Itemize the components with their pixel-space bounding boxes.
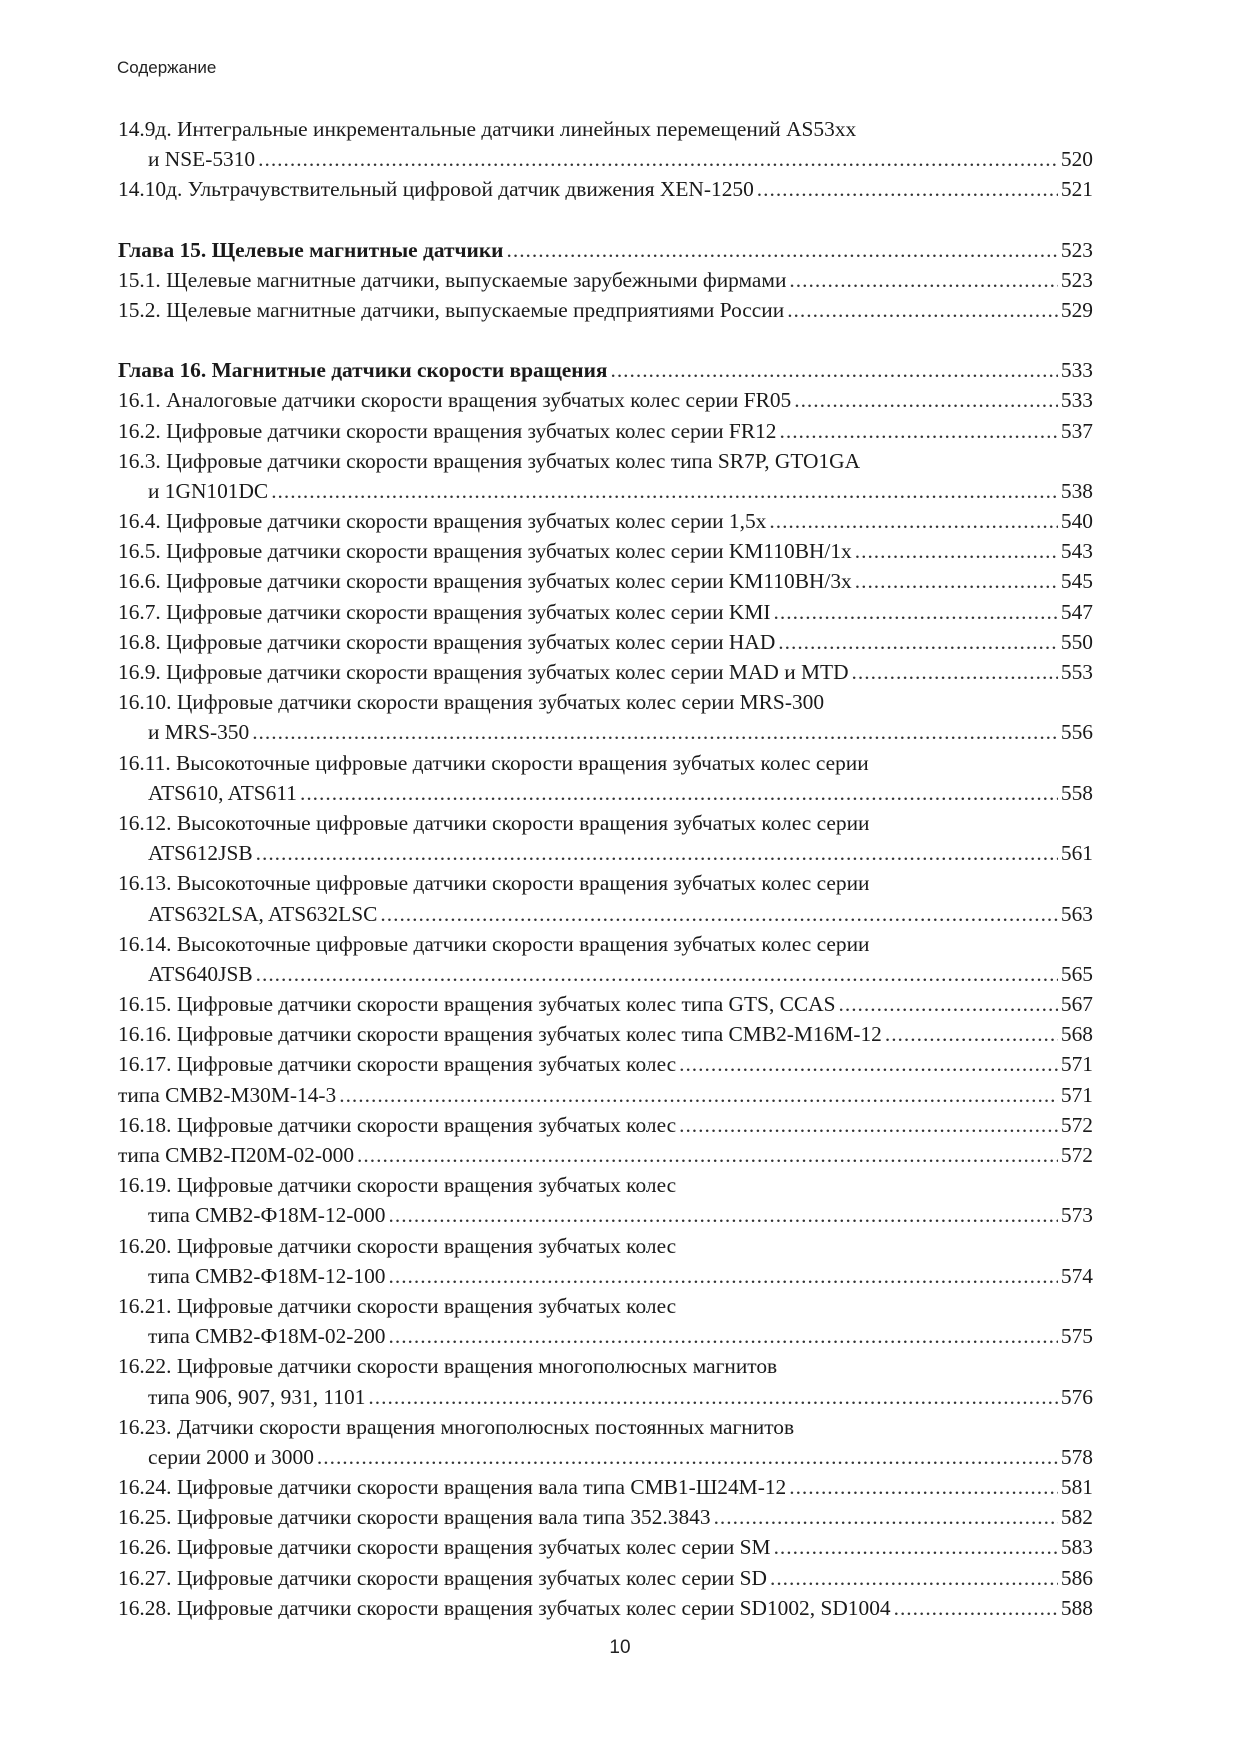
toc-entry[interactable]: [118, 1110, 1093, 1140]
dot-leader: [317, 1442, 1058, 1472]
toc-entry-line: [118, 1261, 1093, 1291]
page-folio: 10: [609, 1637, 631, 1658]
toc-entry-text: 16.4. Цифровые датчики скорости вращения зубчатых колес серии 1,5x: [118, 509, 767, 534]
page-number: 572: [1060, 1112, 1093, 1137]
toc-entry-text: 16.28. Цифровые датчики скорости вращения зубчатых колес серии SD1002, SD1004: [118, 1595, 891, 1620]
page-number: 533: [1060, 388, 1093, 413]
dot-leader: [610, 355, 1057, 385]
running-head: Содержание: [117, 58, 217, 77]
toc-entry[interactable]: [118, 1593, 1093, 1623]
page-number: 521: [1060, 177, 1093, 202]
toc-entry[interactable]: [118, 748, 1093, 808]
page-number: 540: [1060, 509, 1093, 534]
page-number: 523: [1060, 237, 1093, 262]
toc-entry-title-line: 16.12. Высокоточные цифровые датчики скорости вращения зубчатых колес серии: [118, 810, 870, 835]
toc-entry-title-line: 16.10. Цифровые датчики скорости вращения зубчатых колес серии MRS-300: [118, 690, 825, 715]
page-number: 529: [1060, 297, 1093, 322]
page-number: 568: [1060, 1022, 1093, 1047]
page-number: 581: [1060, 1475, 1093, 1500]
dot-leader: [271, 476, 1058, 506]
page-number: 523: [1060, 267, 1093, 292]
toc-entry-line: [118, 1321, 1093, 1351]
toc-entry[interactable]: [118, 627, 1093, 657]
toc-entry[interactable]: [118, 1080, 1093, 1110]
toc-entry[interactable]: [118, 868, 1093, 928]
toc-entry-title-line: 16.20. Цифровые датчики скорости вращения зубчатых колес: [118, 1233, 677, 1258]
toc-entry-text: 16.2. Цифровые датчики скорости вращения зубчатых колес серии FR12: [118, 418, 777, 443]
dot-leader: [769, 506, 1058, 536]
page-number: 583: [1060, 1535, 1093, 1560]
toc-entry[interactable]: [118, 1563, 1093, 1593]
toc-entry-text: и NSE-5310: [148, 147, 256, 172]
section-gap: [118, 205, 1093, 235]
page-number: 571: [1060, 1052, 1093, 1077]
toc-entry-text: 16.1. Аналоговые датчики скорости вращения зубчатых колес серии FR05: [118, 388, 792, 413]
toc-entry-text: 16.8. Цифровые датчики скорости вращения зубчатых колес серии HAD: [118, 629, 776, 654]
toc-entry[interactable]: [118, 566, 1093, 596]
toc-entry-text: типа СМВ2-М30М-14-3: [118, 1082, 337, 1107]
toc-entry-title-line: 16.23. Датчики скорости вращения многополюсных постоянных магнитов: [118, 1414, 795, 1439]
toc-entry[interactable]: [118, 1351, 1093, 1411]
table-of-contents: [118, 114, 1093, 1623]
page-number: 556: [1060, 720, 1093, 745]
chapter-title: Глава 16. Магнитные датчики скорости вращения: [118, 358, 608, 383]
page-number: 558: [1060, 780, 1093, 805]
toc-entry-text: 16.9. Цифровые датчики скорости вращения зубчатых колес серии MAD и MTD: [118, 660, 849, 684]
dot-leader: [794, 385, 1058, 415]
dot-leader: [894, 1593, 1058, 1623]
toc-entry-title-line: 14.9д. Интегральные инкрементальные датчики линейных перемещений AS53xx: [118, 117, 857, 141]
dot-leader: [852, 657, 1058, 687]
dot-leader: [679, 1110, 1058, 1140]
toc-entry-line: [118, 717, 1093, 747]
toc-entry-title-line: 16.14. Высокоточные цифровые датчики скорости вращения зубчатых колес серии: [118, 931, 870, 956]
dot-leader: [780, 416, 1058, 446]
toc-entry-line: [118, 476, 1093, 506]
page-number: 572: [1060, 1143, 1093, 1167]
toc-entry[interactable]: [118, 295, 1093, 325]
toc-entry-text: 16.7. Цифровые датчики скорости вращения зубчатых колес серии KMI: [118, 599, 771, 624]
toc-entry-text: и 1GN101DC: [148, 478, 269, 503]
dot-leader: [252, 717, 1058, 747]
page-number: 547: [1060, 599, 1093, 624]
toc-entry-text: и MRS-350: [148, 720, 250, 745]
toc-entry[interactable]: [118, 385, 1093, 415]
toc-entry-line: [118, 778, 1093, 808]
dot-leader: [300, 778, 1058, 808]
toc-entry[interactable]: [118, 536, 1093, 566]
toc-entry-text: 14.10д. Ультрачувствительный цифровой датчик движения XEN-1250: [118, 177, 754, 202]
dot-leader: [389, 1321, 1058, 1351]
toc-entry[interactable]: [118, 1140, 1093, 1170]
dot-leader: [774, 597, 1058, 627]
dot-leader: [258, 144, 1058, 174]
page-number: 586: [1060, 1565, 1093, 1590]
toc-entry-text: ATS632LSA, ATS632LSC: [148, 901, 378, 926]
toc-entry-text: 16.25. Цифровые датчики скорости вращения вала типа 352.3843: [118, 1505, 711, 1530]
toc-entry-text: типа 906, 907, 931, 1101: [148, 1384, 366, 1409]
toc-entry-title-line: 16.11. Высокоточные цифровые датчики скорости вращения зубчатых колес серии: [118, 750, 869, 775]
dot-leader: [885, 1019, 1058, 1049]
dot-leader: [507, 235, 1058, 265]
dot-leader: [256, 838, 1058, 868]
page-number: 533: [1060, 358, 1093, 383]
dot-leader: [368, 1382, 1057, 1412]
toc-entry-line: [118, 899, 1093, 929]
toc-entry-title-line: 16.21. Цифровые датчики скорости вращения зубчатых колес: [118, 1293, 677, 1318]
toc-entry-text: 16.5. Цифровые датчики скорости вращения зубчатых колес серии KM110BH/1x: [118, 539, 852, 564]
dot-leader: [774, 1532, 1058, 1562]
toc-entry[interactable]: [118, 174, 1093, 204]
section-gap: [118, 325, 1093, 355]
page-number: 567: [1060, 992, 1093, 1017]
toc-entry[interactable]: [118, 1472, 1093, 1502]
toc-entry-text: 16.26. Цифровые датчики скорости вращения зубчатых колес серии SM: [118, 1535, 771, 1560]
chapter-heading[interactable]: [118, 235, 1093, 265]
page-number: 520: [1060, 147, 1093, 172]
dot-leader: [714, 1502, 1058, 1532]
page-number: 573: [1060, 1203, 1093, 1228]
toc-entry-text: 16.27. Цифровые датчики скорости вращения зубчатых колес серии SD: [118, 1565, 767, 1590]
dot-leader: [855, 566, 1058, 596]
toc-entry[interactable]: [118, 265, 1093, 295]
toc-entry[interactable]: [118, 1019, 1093, 1049]
page-number: 553: [1060, 660, 1093, 684]
toc-entry-text: 16.6. Цифровые датчики скорости вращения зубчатых колес серии KM110BH/3x: [118, 569, 852, 594]
toc-entry-line: [118, 1382, 1093, 1412]
toc-entry[interactable]: [118, 1502, 1093, 1532]
dot-leader: [357, 1140, 1058, 1170]
page-number: 578: [1060, 1444, 1093, 1469]
dot-leader: [380, 899, 1058, 929]
dot-leader: [855, 536, 1058, 566]
toc-entry[interactable]: [118, 1231, 1093, 1291]
dot-leader: [839, 989, 1058, 1019]
toc-entry[interactable]: [118, 506, 1093, 536]
toc-entry-title-line: 16.22. Цифровые датчики скорости вращения многополюсных магнитов: [118, 1354, 778, 1379]
page-number: 565: [1060, 961, 1093, 986]
dot-leader: [339, 1080, 1058, 1110]
toc-entry-text: ATS610, ATS611: [148, 780, 297, 805]
page-number: 576: [1060, 1384, 1093, 1409]
toc-entry-title-line: 16.13. Высокоточные цифровые датчики скорости вращения зубчатых колес серии: [118, 871, 870, 896]
dot-leader: [787, 295, 1058, 325]
page-number: 550: [1060, 629, 1093, 654]
toc-entry-text: ATS640JSB: [148, 961, 253, 986]
chapter-heading[interactable]: [118, 355, 1093, 385]
page-number: 537: [1060, 418, 1093, 443]
page-number: 543: [1060, 539, 1093, 564]
toc-entry-title-line: 16.3. Цифровые датчики скорости вращения зубчатых колес типа SR7P, GTO1GA: [118, 448, 861, 473]
dot-leader: [757, 174, 1058, 204]
page-number: 574: [1060, 1263, 1093, 1288]
toc-entry-text: типа СМВ2-Ф18М-12-100: [148, 1263, 386, 1288]
dot-leader: [389, 1200, 1058, 1230]
toc-entry[interactable]: [118, 114, 1093, 174]
page-number: 538: [1060, 478, 1093, 503]
dot-leader: [256, 959, 1058, 989]
toc-entry[interactable]: [118, 808, 1093, 868]
page-number: 588: [1060, 1595, 1093, 1620]
toc-entry-text: серии 2000 и 3000: [148, 1444, 314, 1469]
dot-leader: [679, 1049, 1058, 1079]
toc-entry-text: 16.16. Цифровые датчики скорости вращения зубчатых колес типа СМВ2-М16М-12: [118, 1022, 882, 1047]
chapter-title: Глава 15. Щелевые магнитные датчики: [118, 237, 504, 262]
toc-entry-line: [118, 1200, 1093, 1230]
toc-entry-text: ATS612JSB: [148, 841, 253, 866]
toc-entry-text: 16.15. Цифровые датчики скорости вращения зубчатых колес типа GTS, CCAS: [118, 992, 836, 1017]
toc-entry-line: [118, 144, 1093, 174]
toc-entry[interactable]: [118, 989, 1093, 1019]
page-number: 571: [1060, 1082, 1093, 1107]
toc-entry-title-line: 16.19. Цифровые датчики скорости вращения зубчатых колес: [118, 1173, 677, 1198]
toc-entry-text: 16.24. Цифровые датчики скорости вращения вала типа СМВ1-Ш24М-12: [118, 1475, 787, 1500]
toc-entry-text: 16.17. Цифровые датчики скорости вращения зубчатых колес: [118, 1052, 677, 1077]
toc-entry[interactable]: [118, 1291, 1093, 1351]
toc-entry[interactable]: [118, 687, 1093, 747]
toc-entry[interactable]: [118, 597, 1093, 627]
dot-leader: [789, 265, 1057, 295]
toc-entry-text: типа СМВ2-Ф18М-02-200: [148, 1324, 386, 1349]
toc-entry[interactable]: [118, 929, 1093, 989]
toc-entry[interactable]: [118, 416, 1093, 446]
page-number: 582: [1060, 1505, 1093, 1530]
toc-entry-text: типа СМВ2-Ф18М-12-000: [148, 1203, 386, 1228]
toc-entry-text: 15.2. Щелевые магнитные датчики, выпускаемые предприятиями России: [118, 297, 785, 322]
dot-leader: [770, 1563, 1058, 1593]
toc-entry[interactable]: [118, 1412, 1093, 1472]
page-number: 545: [1060, 569, 1093, 594]
toc-entry[interactable]: [118, 1532, 1093, 1562]
page-number: 575: [1060, 1324, 1093, 1349]
toc-entry-text: 15.1. Щелевые магнитные датчики, выпускаемые зарубежными фирмами: [118, 267, 787, 292]
page-number: 563: [1060, 901, 1093, 926]
toc-entry-text: 16.18. Цифровые датчики скорости вращения зубчатых колес: [118, 1112, 677, 1137]
toc-entry[interactable]: [118, 1049, 1093, 1079]
toc-entry-line: [118, 959, 1093, 989]
toc-entry[interactable]: [118, 1170, 1093, 1230]
toc-entry-text: типа СМВ2-П20М-02-000: [118, 1143, 355, 1167]
toc-entry-line: [118, 1442, 1093, 1472]
toc-entry[interactable]: [118, 657, 1093, 687]
dot-leader: [778, 627, 1058, 657]
dot-leader: [789, 1472, 1058, 1502]
page-number: 561: [1060, 841, 1093, 866]
toc-entry[interactable]: [118, 446, 1093, 506]
dot-leader: [389, 1261, 1058, 1291]
toc-entry-line: [118, 838, 1093, 868]
